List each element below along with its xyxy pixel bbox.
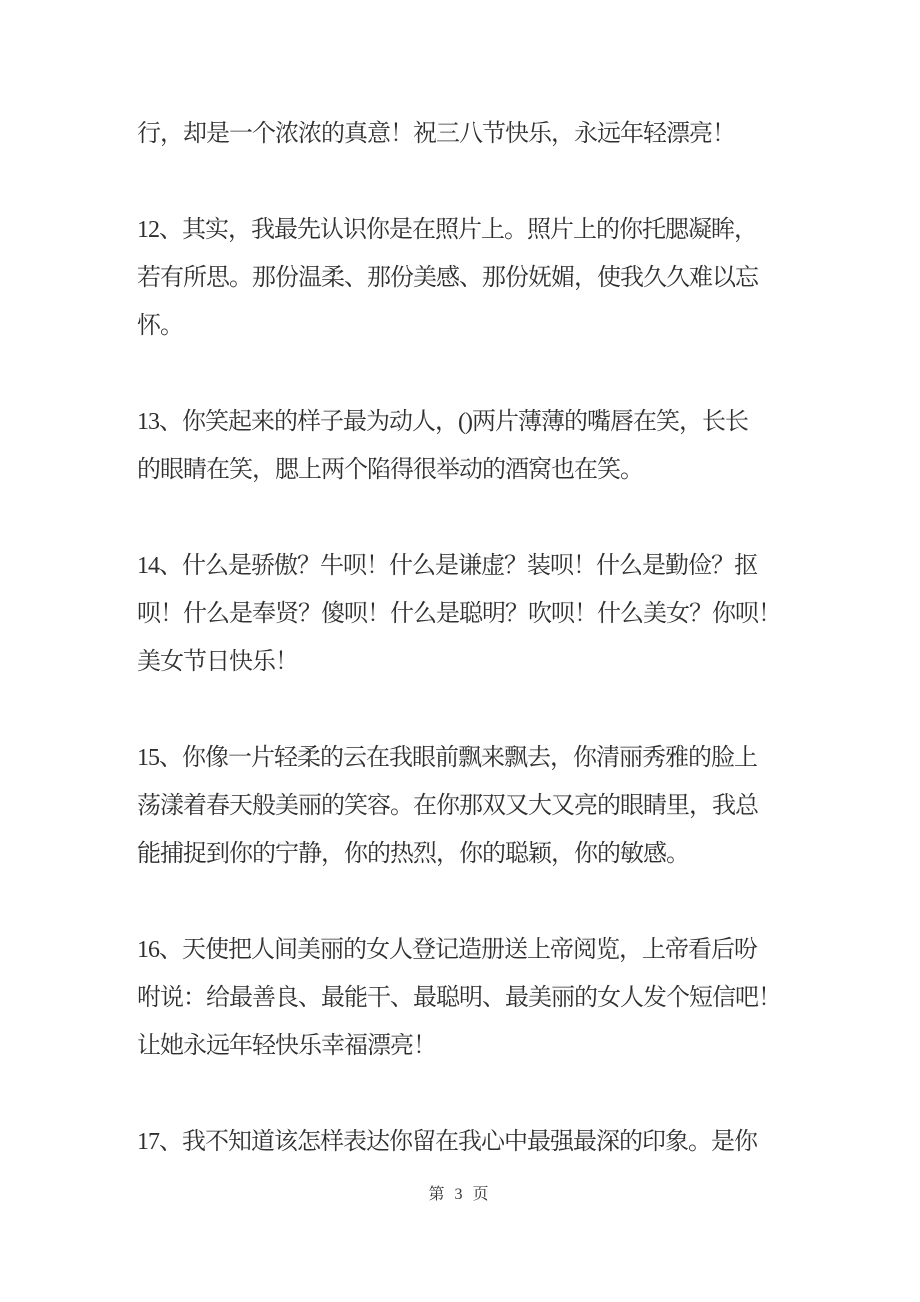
text-line: 12、其实，我最先认识你是在照片上。照片上的你托腮凝眸， — [137, 217, 757, 243]
text-line: 13、你笑起来的样子最为动人，()两片薄薄的嘴唇在笑，长长 — [137, 409, 748, 435]
paragraph — [137, 542, 790, 686]
text-line: 荡漾着春天般美丽的笑容。在你那双又大又亮的眼睛里，我总 — [137, 793, 758, 819]
text-line: 的眼睛在笑，腮上两个陷得很举动的酒窝也在笑。 — [137, 457, 643, 483]
text-line: 能捕捉到你的宁静，你的热烈，你的聪颖，你的敏感。 — [137, 841, 689, 867]
text-line: 17、我不知道该怎样表达你留在我心中最强最深的印象。是你 — [137, 1129, 757, 1155]
paragraph — [137, 1118, 790, 1166]
text-line: 美女节日快乐！ — [137, 649, 298, 675]
text-line: 14、什么是骄傲？牛呗！什么是谦虚？装呗！什么是勤俭？抠 — [137, 553, 757, 579]
text-line: 若有所思。那份温柔、那份美感、那份妩媚，使我久久难以忘 — [137, 265, 758, 291]
text-line: 16、天使把人间美丽的女人登记造册送上帝阅览，上帝看后吩 — [137, 937, 757, 963]
page-number: 第 3 页 — [428, 1186, 492, 1203]
page-footer — [0, 1183, 920, 1207]
text-line: 行，却是一个浓浓的真意！祝三八节快乐，永远年轻漂亮！ — [137, 121, 735, 147]
text-line: 咐说：给最善良、最能干、最聪明、最美丽的女人发个短信吧！ — [137, 985, 781, 1011]
text-line: 15、你像一片轻柔的云在我眼前飘来飘去，你清丽秀雅的脸上 — [137, 745, 757, 771]
paragraph — [137, 110, 790, 158]
text-line: 让她永远年轻快乐幸福漂亮！ — [137, 1033, 436, 1059]
paragraph — [137, 206, 790, 350]
text-line: 呗！什么是奉贤？傻呗！什么是聪明？吹呗！什么美女？你呗！ — [137, 601, 781, 627]
text-line: 怀。 — [137, 313, 183, 339]
paragraph — [137, 398, 790, 494]
paragraph — [137, 734, 790, 878]
paragraph — [137, 926, 790, 1070]
